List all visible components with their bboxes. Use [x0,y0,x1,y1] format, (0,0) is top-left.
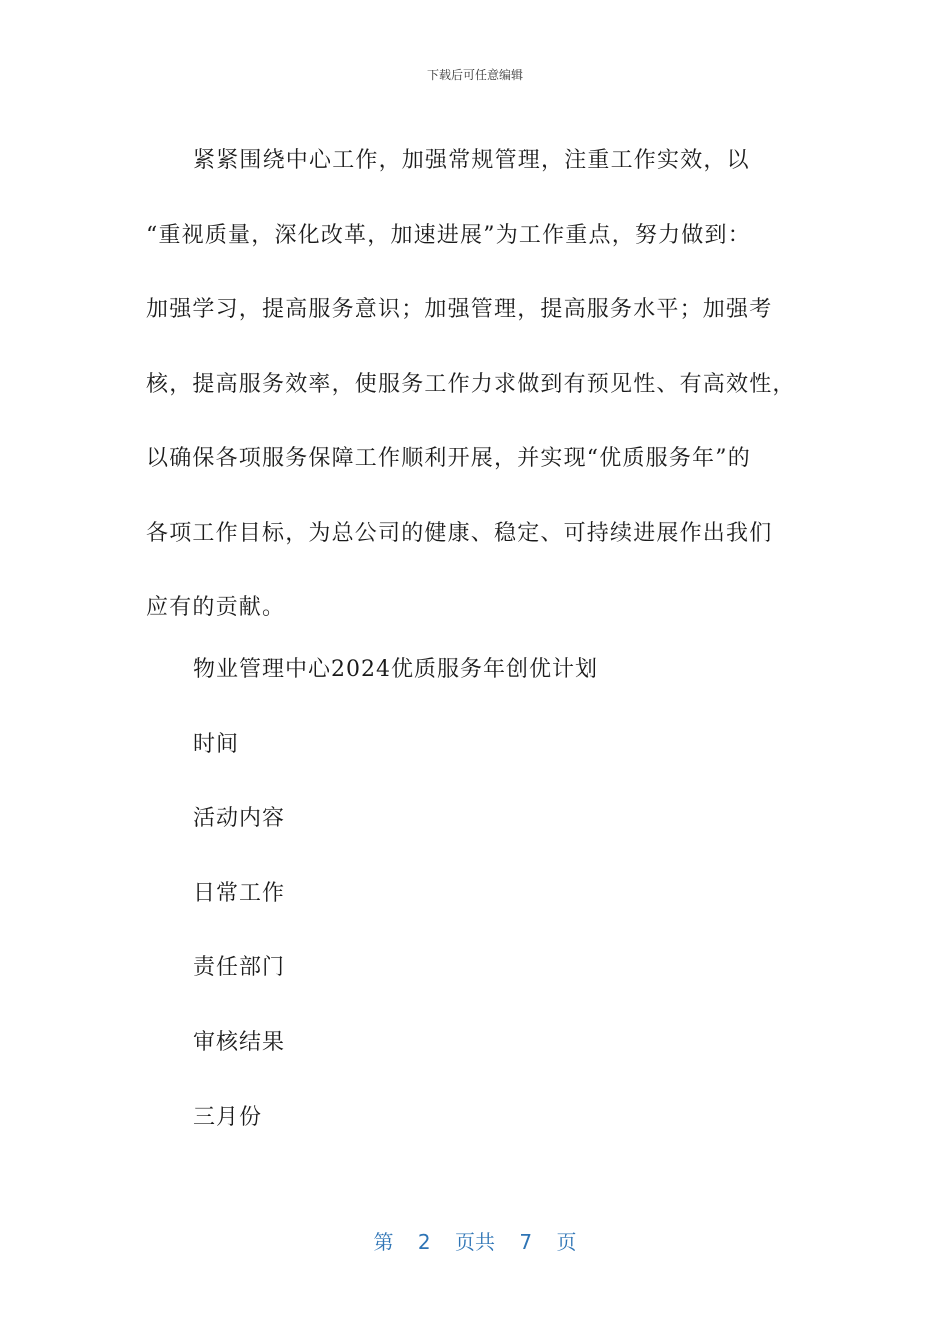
plan-item-review: 审核结果 [193,1030,286,1055]
plan-item-activity: 活动内容 [193,806,286,831]
paragraph-line: “重视质量，深化改革，加速进展”为工作重点，努力做到： [146,222,751,248]
plan-title: 物业管理中心2024优质服务年创优计划 [193,657,598,682]
page-number-footer [0,1226,950,1255]
paragraph-line: 加强学习，提高服务意识；加强管理，提高服务水平；加强考 [146,297,773,322]
plan-item-daily-work: 日常工作 [193,881,286,906]
footer-suffix: 页 [556,1230,577,1254]
paragraph-line: 应有的贡献。 [146,595,286,620]
paragraph-line: 核，提高服务效率，使服务工作力求做到有预见性、有高效性， [146,371,796,397]
body-paragraph [146,124,811,646]
plan-item-department: 责任部门 [193,955,286,980]
plan-item-march: 三月份 [193,1105,263,1130]
footer-current-page: 2 [417,1230,431,1254]
paragraph-line: 以确保各项服务保障工作顺利开展，并实现“优质服务年”的 [146,446,751,471]
footer-prefix: 第 [373,1230,394,1254]
page-header-note: 下载后可任意编辑 [426,68,523,82]
footer-middle: 页共 [455,1230,495,1254]
footer-total-pages: 7 [519,1230,533,1254]
plan-item-time: 时间 [193,732,240,757]
paragraph-line: 紧紧围绕中心工作，加强常规管理，注重工作实效，以 [193,148,750,173]
paragraph-line: 各项工作目标，为总公司的健康、稳定、可持续进展作出我们 [146,520,773,546]
